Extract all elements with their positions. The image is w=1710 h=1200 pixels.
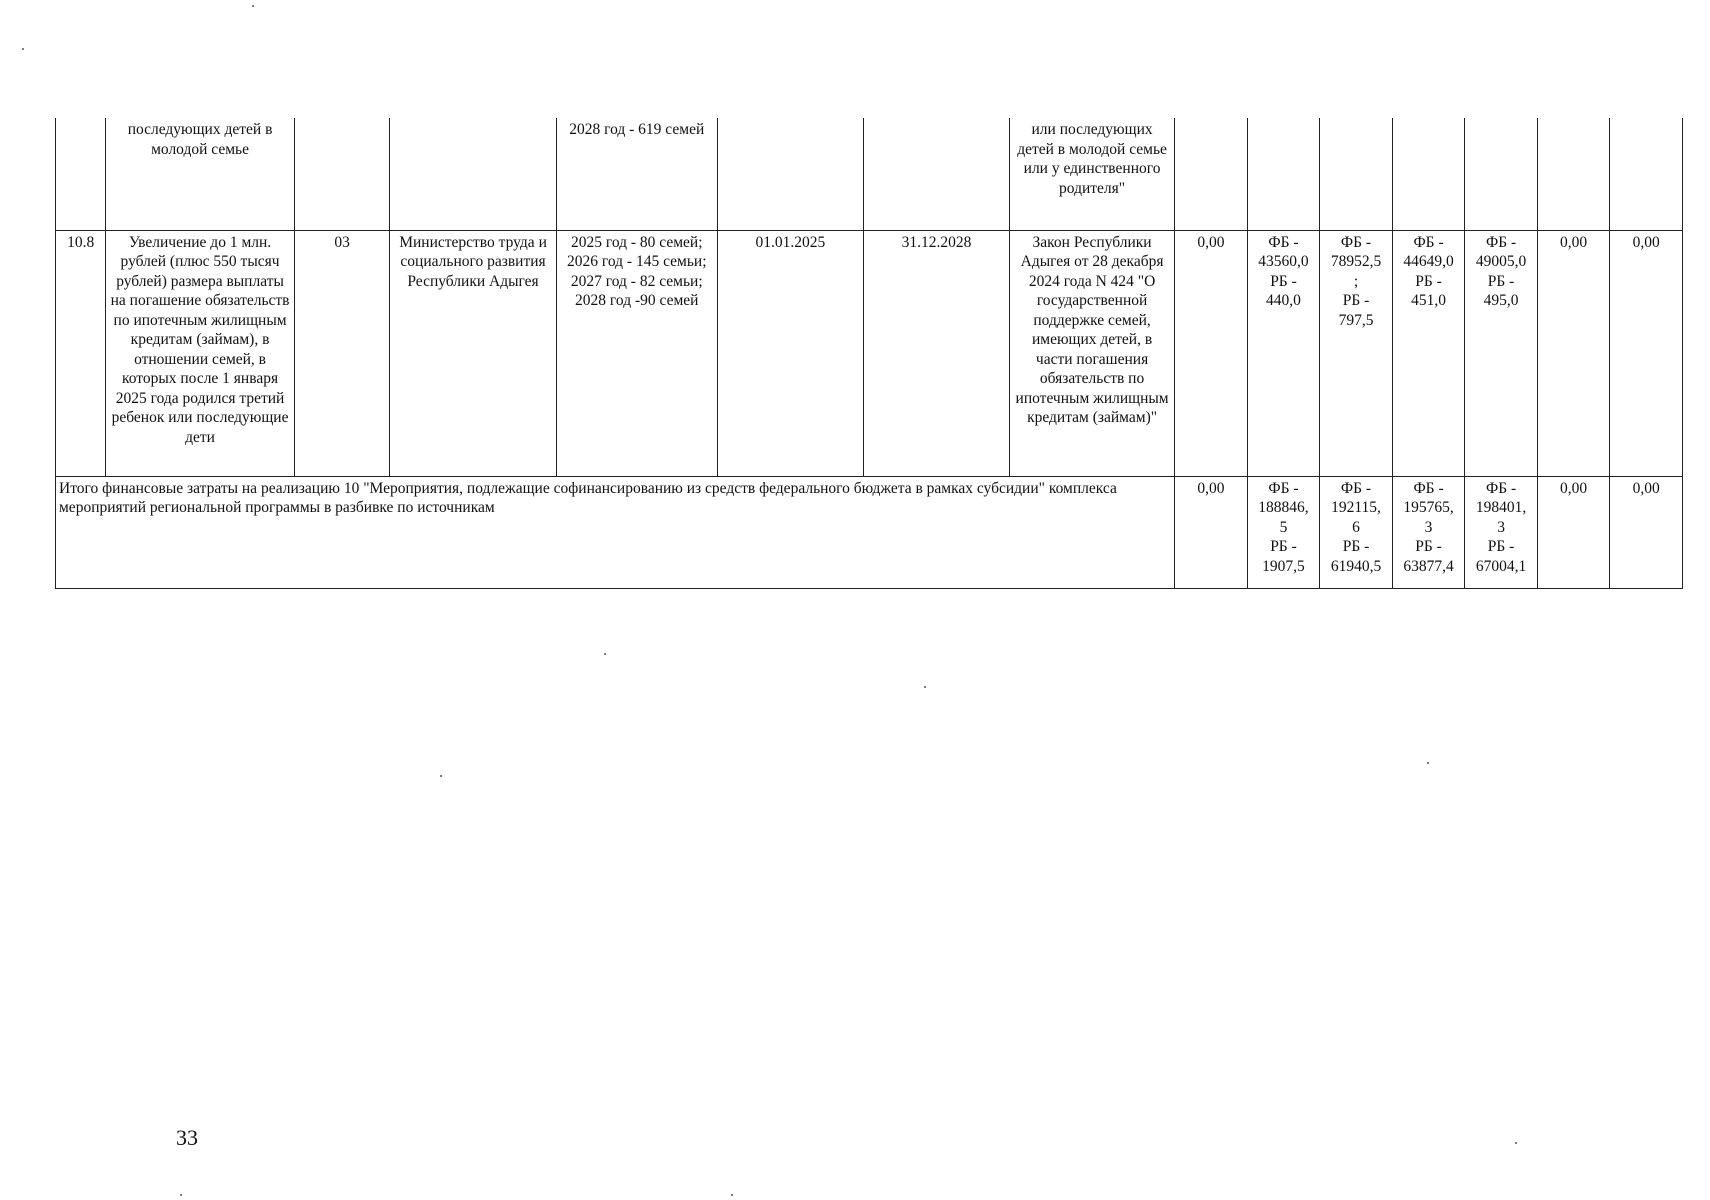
amount-line: 797,5 (1338, 311, 1374, 329)
scan-speck (440, 775, 442, 777)
amount-line: 495,0 (1483, 292, 1519, 309)
total-label-cell: Итого финансовые затраты на реализацию 10 "Мероприятия, подлежащие софинансированию из средств федерального бюджета в рамках субсидии" комплекса мероприятий региональной программы в разбивке по источникам (56, 476, 1175, 588)
amount-line: 43560,0 (1258, 253, 1309, 270)
amount-line: РБ - (1342, 538, 1370, 555)
amount-cell (1247, 118, 1320, 230)
amount-line: ФБ - (1268, 233, 1299, 251)
amount-line: 67004,1 (1475, 557, 1527, 575)
scan-speck (731, 1194, 733, 1196)
amount-cell: 0,00 (1175, 476, 1248, 588)
page-number: 33 (176, 1125, 198, 1150)
code-cell: 03 (294, 230, 390, 476)
scan-speck (22, 48, 24, 50)
amount-line: 198401, (1475, 499, 1527, 516)
amount-line: ФБ - (1413, 479, 1444, 497)
start-date-cell: 01.01.2025 (717, 230, 863, 476)
executor-cell (390, 118, 556, 230)
amount-cell (1537, 118, 1610, 230)
basis-cell: Закон Республики Адыгея от 28 декабря 2024 года N 424 "О государственной поддержке семей, имеющих детей, в части погашения обязательств по ипотечным жилищным кредитам (займам)" (1009, 230, 1174, 476)
amount-cell (1392, 118, 1465, 230)
amount-cell (1320, 476, 1393, 588)
amount-line: РБ - (1270, 272, 1297, 290)
amount-line: 63877,4 (1403, 557, 1454, 575)
amount-line: 440,0 (1266, 292, 1301, 309)
amount-line: ФБ - (1268, 479, 1299, 497)
amount-line: ФБ - (1413, 233, 1444, 251)
amount-line: 5 (1279, 518, 1288, 536)
amount-line: РБ - (1487, 538, 1515, 555)
amount-line: ФБ - (1485, 233, 1517, 251)
scan-speck (1515, 1142, 1517, 1144)
amount-cell (1610, 118, 1683, 230)
amount-cell (1247, 476, 1320, 588)
program-table (55, 118, 1683, 589)
end-date-cell (863, 118, 1009, 230)
indicator-cell: 2028 год - 619 семей (556, 118, 717, 230)
amount-cell: 0,00 (1537, 230, 1610, 476)
amount-line: 1907,5 (1262, 557, 1305, 575)
amount-line: РБ - (1487, 272, 1515, 290)
amount-cell: 0,00 (1537, 476, 1610, 588)
number-cell: 10.8 (56, 230, 106, 476)
start-date-cell (717, 118, 863, 230)
amount-cell (1392, 230, 1465, 476)
scan-speck (924, 686, 926, 688)
amount-cell (1175, 118, 1248, 230)
basis-cell: или последующих детей в молодой семье или у единственного родителя" (1009, 118, 1174, 230)
amount-line: 451,0 (1411, 292, 1446, 309)
amount-cell (1465, 476, 1538, 588)
name-cell: последующих детей в молодой семье (106, 118, 294, 230)
amount-line: 61940,5 (1330, 557, 1382, 575)
name-cell: Увеличение до 1 млн. рублей (плюс 550 тысяч рублей) размера выплаты на погашение обязательств по ипотечным жилищным кредитам (займам), в отношении семей, в которых после 1 января 2025 года родился третий ребенок или последующие дети (106, 230, 294, 476)
amount-line: 6 (1352, 518, 1360, 536)
amount-cell (1465, 118, 1538, 230)
amount-cell (1320, 230, 1393, 476)
amount-line: РБ - (1415, 538, 1442, 555)
amount-line: РБ - (1415, 272, 1442, 290)
end-date-cell: 31.12.2028 (863, 230, 1009, 476)
table-row-10-8 (56, 230, 1683, 476)
scan-speck (180, 1194, 182, 1196)
amount-line: 188846, (1258, 499, 1309, 516)
amount-cell (1320, 118, 1393, 230)
scan-speck (1427, 762, 1429, 764)
amount-line: ФБ - (1340, 233, 1372, 251)
number-cell (56, 118, 106, 230)
amount-line: РБ - (1342, 292, 1370, 309)
amount-line: ; (1353, 272, 1359, 290)
amount-line: 195765, (1403, 499, 1454, 516)
indicator-line: 2026 год - 145 семьи; (567, 253, 707, 270)
indicator-line: 2025 год - 80 семей; (570, 233, 703, 251)
indicator-line: 2028 год -90 семей (575, 292, 699, 309)
amount-line: ФБ - (1485, 479, 1517, 497)
amount-line: 3 (1424, 518, 1433, 536)
amount-line: РБ - (1270, 538, 1297, 555)
amount-line: ФБ - (1340, 479, 1372, 497)
continuation-row (56, 118, 1683, 230)
indicator-line: 2027 год - 82 семьи; (570, 272, 703, 290)
amount-line: 78952,5 (1330, 253, 1382, 270)
amount-cell: 0,00 (1610, 476, 1683, 588)
amount-cell (1247, 230, 1320, 476)
amount-line: 44649,0 (1403, 253, 1454, 270)
code-cell (294, 118, 390, 230)
executor-cell: Министерство труда и социального развития Республики Адыгея (390, 230, 556, 476)
amount-line: 49005,0 (1475, 253, 1527, 270)
amount-cell: 0,00 (1175, 230, 1248, 476)
scan-speck (604, 653, 606, 655)
amount-cell: 0,00 (1610, 230, 1683, 476)
amount-line: 192115, (1331, 499, 1381, 516)
amount-line: 3 (1497, 518, 1505, 536)
amount-cell (1392, 476, 1465, 588)
total-row (56, 476, 1683, 588)
indicator-cell (556, 230, 717, 476)
scan-speck (252, 5, 254, 7)
amount-cell (1465, 230, 1538, 476)
